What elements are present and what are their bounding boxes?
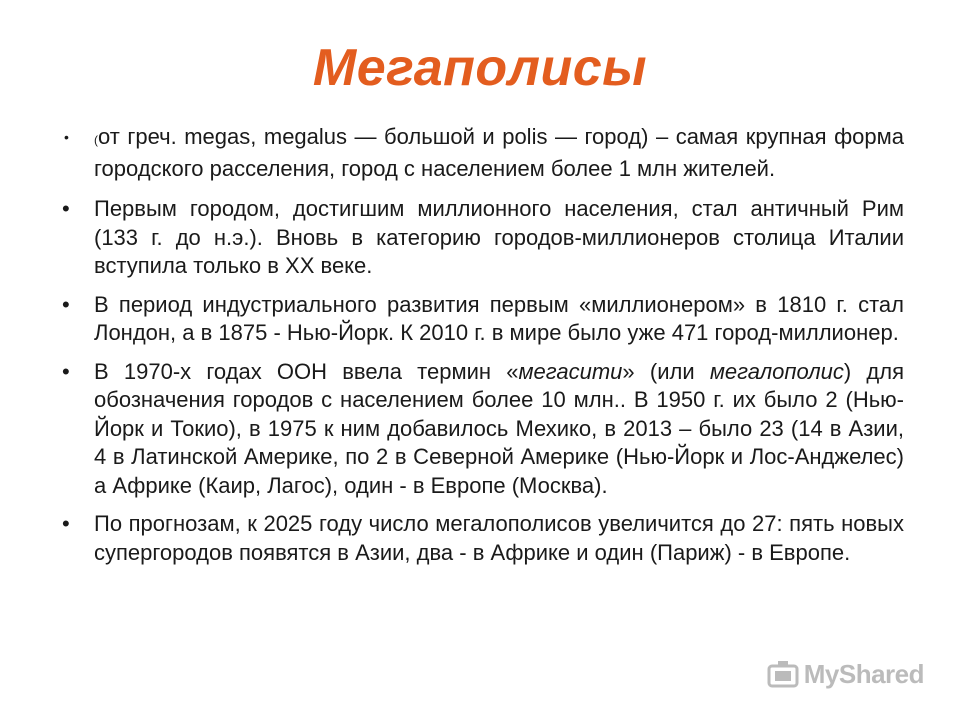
bullet-dot-icon: • [64, 129, 69, 145]
bullet-item-megacity [62, 358, 904, 501]
bullet-item-definition [62, 123, 904, 183]
bullet-dot-icon: • [62, 358, 70, 384]
bullet-dot-icon: • [62, 196, 70, 221]
bullet-text: По прогнозам, к 2025 году число мегалополисов увеличится до 27: пять новых супергородов появятся в Азии, два - в Африке и один (Париж) - в Европе. [94, 511, 904, 565]
slide-title: Мегаполисы [312, 39, 648, 97]
bullet-dot-icon: • [62, 511, 70, 536]
bullet-item-rome [62, 195, 904, 281]
bullet-text: В период индустриального развития первым «миллионером» в 1810 г. стал Лондон, а в 1875 - Нью-Йорк. К 2010 г. в мире было уже 471 город-миллионер. [94, 291, 904, 345]
bullet-dot-icon: • [62, 291, 70, 317]
bullet-text-part1: В 1970-х годах ООН ввела термин « [94, 358, 519, 384]
bullet-item-forecast [62, 510, 904, 567]
bullet-item-industrial [62, 291, 904, 348]
bullet-term-megacity: мегасити [518, 358, 623, 384]
watermark [766, 659, 924, 690]
bullet-text: Первым городом, достигшим миллионного населения, стал античный Рим (133 г. до н.э.). Вновь в категорию городов-миллионеров столица Италии вступила только в XX веке. [94, 196, 904, 278]
bullet-term-megalopolis: мегалополис [709, 358, 844, 384]
bullet-text: от греч. megas, megalus — большой и polis — город) – самая крупная форма городского расселения, город с населением более 1 млн жителей. [94, 124, 904, 181]
bullet-list [62, 123, 904, 577]
bullet-text-part2: » (или [622, 358, 710, 384]
bullet-paren: ( [94, 133, 98, 147]
myshared-logo-icon [766, 660, 800, 690]
watermark-text: MyShared [803, 659, 924, 689]
bullet-text-part3: ) для обозначения городов с населением более 10 млн.. В 1950 г. их было 2 (Нью-Йорк и Токио), в 1975 к ним добавилось Мехико, в 2013 – было 23 (14 в Азии, 4 в Латинской Америке, по 2 в Северной Америке (Нью-Йорк и Лос-Анджелес) а Африке (Каир, Лагос), один - в Европе (Москва). [94, 358, 904, 498]
